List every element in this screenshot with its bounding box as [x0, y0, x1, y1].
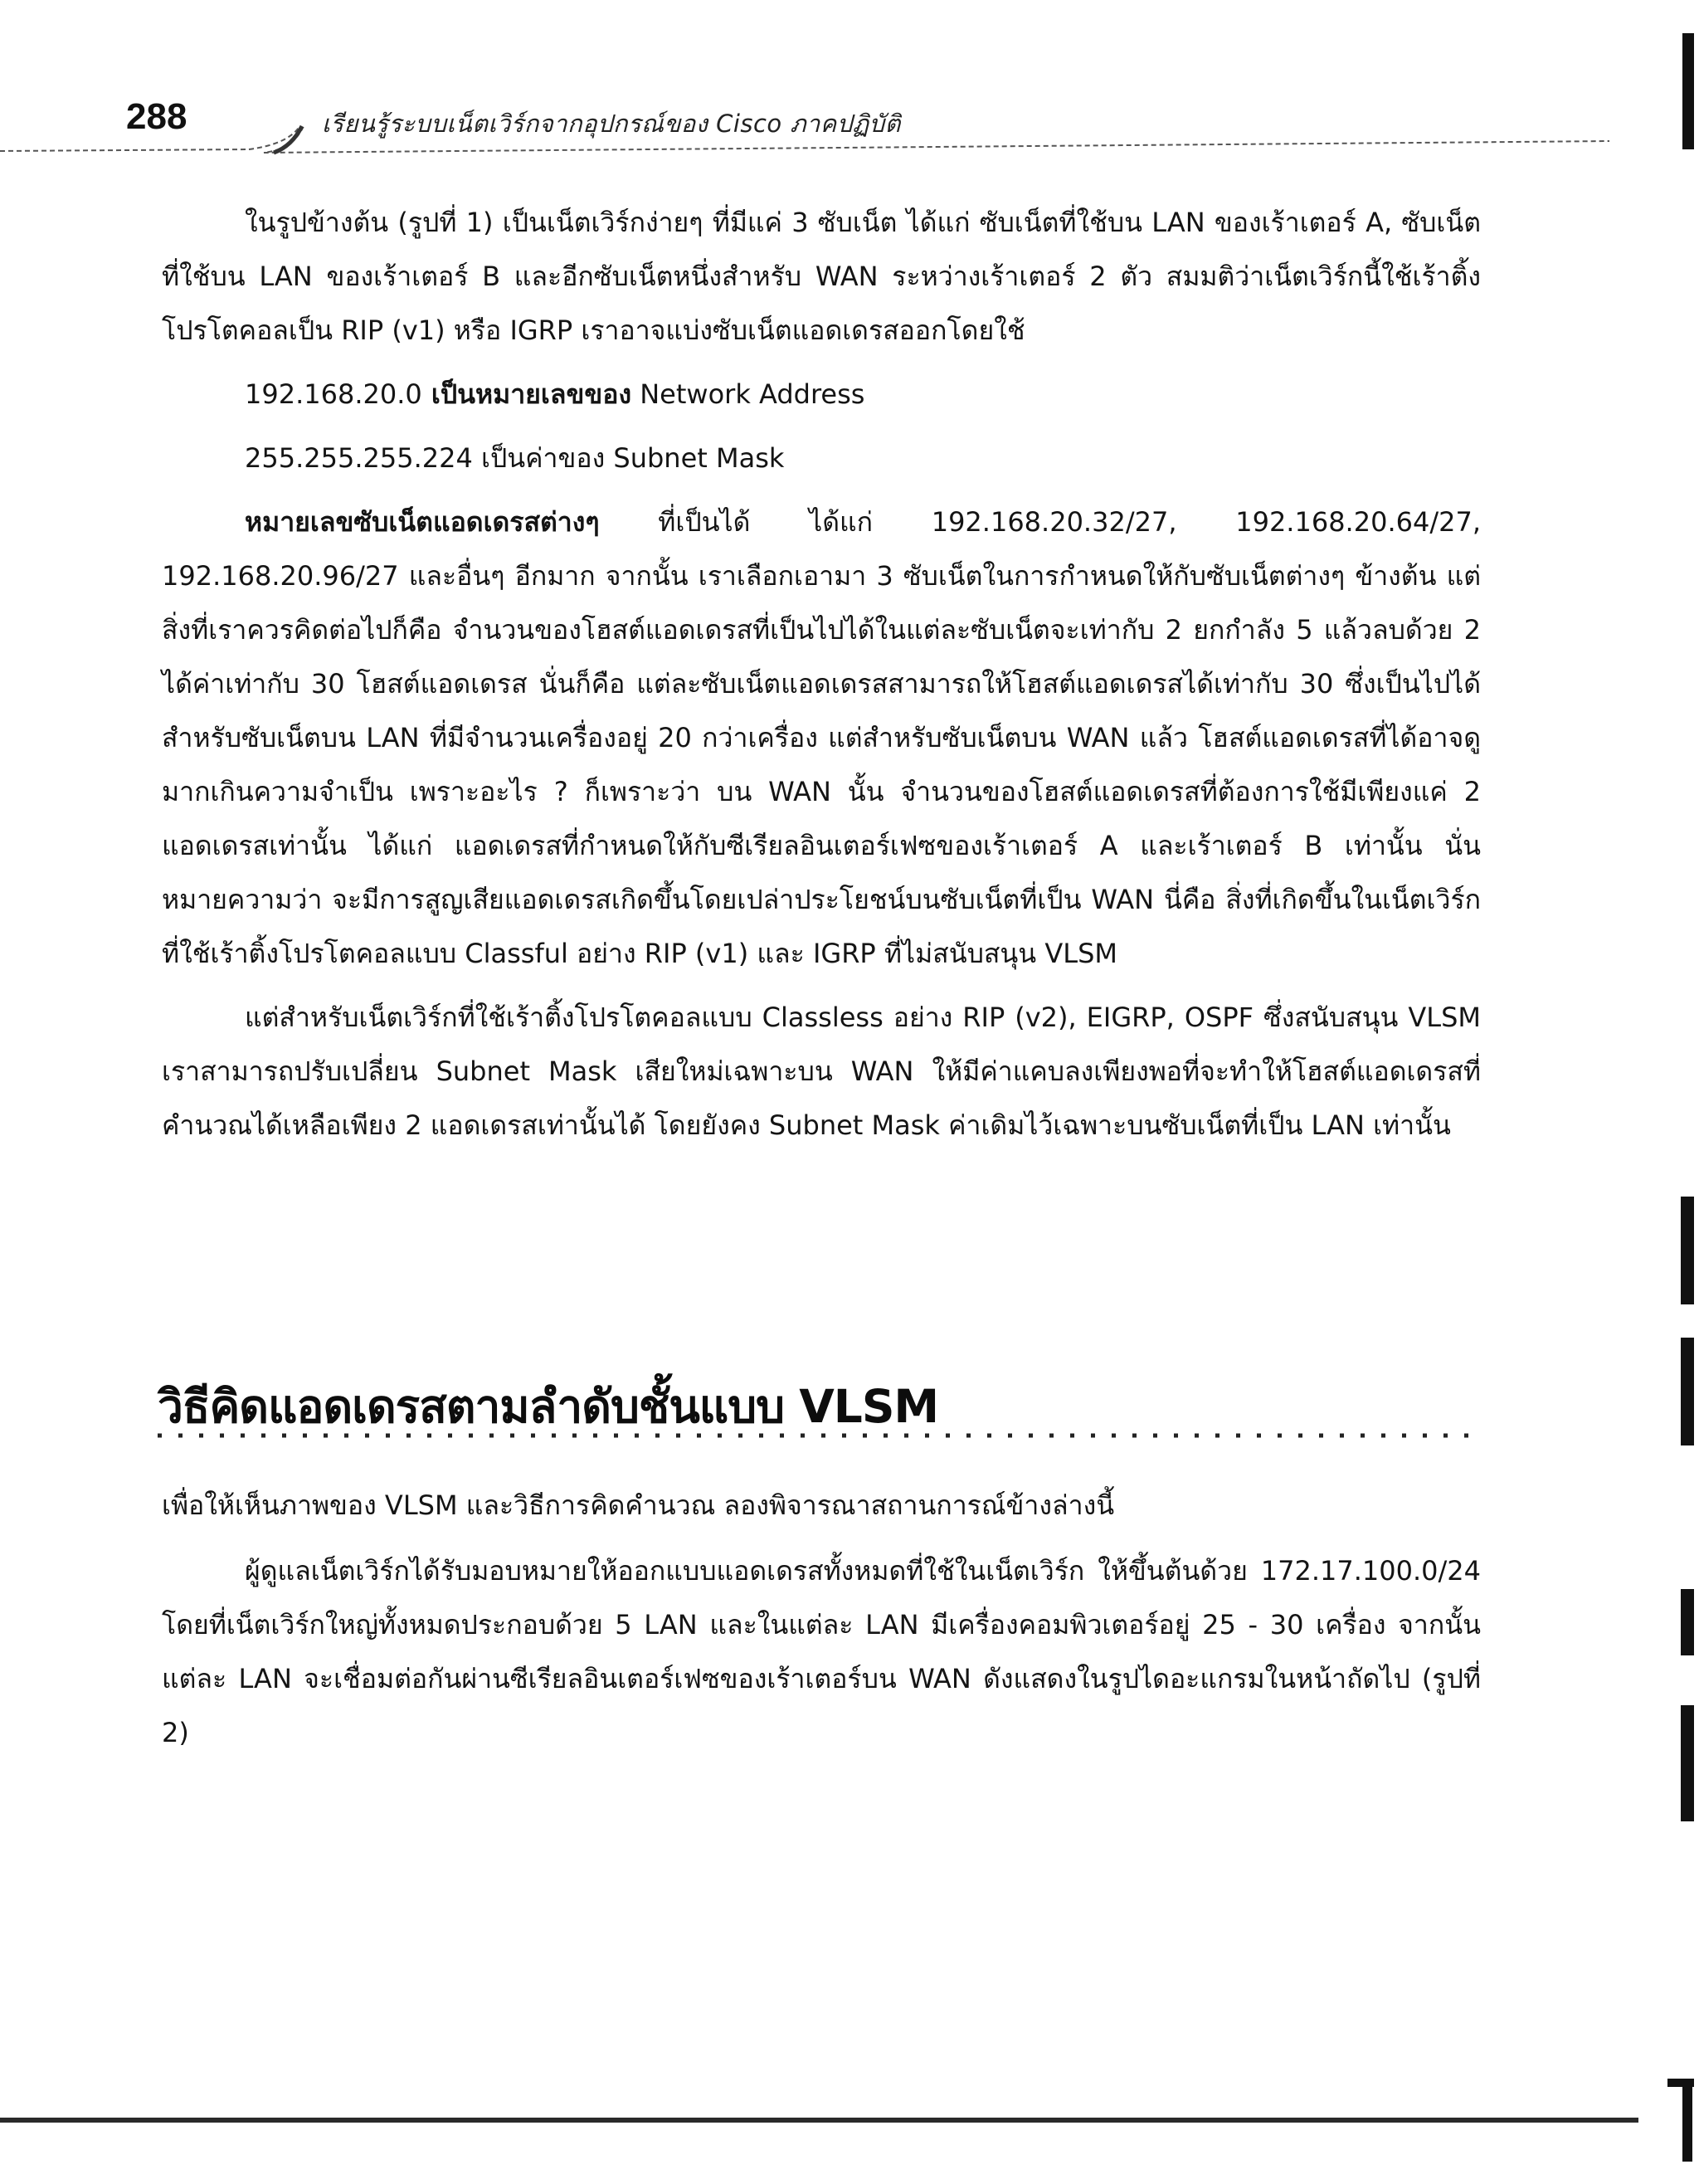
network-address-value: 192.168.20.0: [245, 378, 422, 410]
subnet-mask-line: 255.255.255.224 เป็นค่าของ Subnet Mask: [245, 442, 785, 474]
edge-mark: [1681, 1197, 1694, 1304]
paragraph-scenario: ผู้ดูแลเน็ตเวิร์กได้รับมอบหมายให้ออกแบบแอดเดรสทั้งหมดที่ใช้ในเน็ตเวิร์ก ให้ขึ้นต้นด้วย 172.17.100.0/24 โดยที่เน็ตเวิร์กใหญ่ทั้งหมดประกอบด้วย 5 LAN และในแต่ละ LAN มีเครื่องคอมพิวเตอร์อยู่ 25 - 30 เครื่อง จากนั้นแต่ละ LAN จะเชื่อมต่อกันผ่านซีเรียลอินเตอร์เฟซของเร้าเตอร์บน WAN ดังแสดงในรูปไดอะแกรมในหน้าถัดไป (รูปที่ 2): [162, 1555, 1481, 1748]
edge-mark: [1681, 1338, 1694, 1445]
paragraph-subnets: [162, 495, 1481, 981]
edge-mark: [1681, 1589, 1694, 1655]
edge-mark: [1682, 2079, 1692, 2162]
network-address-line: [162, 368, 1481, 422]
network-address-term: Network Address: [631, 378, 865, 410]
body-lower: [162, 1479, 1481, 1760]
running-title: เรียนรู้ระบบเน็ตเวิร์กจากอุปกรณ์ของ Cisco ภาคปฏิบัติ: [322, 110, 901, 138]
network-address-label: เป็นหมายเลขของ: [421, 378, 632, 410]
heading-dotted-rule: [158, 1433, 1481, 1438]
section-intro: เพื่อให้เห็นภาพของ VLSM และวิธีการคิดคำนวณ ลองพิจารณาสถานการณ์ข้างล่างนี้: [162, 1489, 1115, 1521]
paragraph-subnets-body: ที่เป็นได้ ได้แก่ 192.168.20.32/27, 192.168.20.64/27, 192.168.20.96/27 และอื่นๆ อีกมาก จากนั้น เราเลือกเอามา 3 ซับเน็ตในการกำหนดให้กับซับเน็ตต่างๆ ข้างต้น แต่สิ่งที่เราควรคิดต่อไปก็คือ จำนวนของโฮสต์แอดเดรสที่เป็นไปได้ในแต่ละซับเน็ตจะเท่ากับ 2 ยกกำลัง 5 แล้วลบด้วย 2 ได้ค่าเท่ากับ 30 โฮสต์แอดเดรส นั่นก็คือ แต่ละซับเน็ตแอดเดรสสามารถให้โฮสต์แอดเดรสได้เท่ากับ 30 ซึ่งเป็นไปได้สำหรับซับเน็ตบน LAN ที่มีจำนวนเครื่องอยู่ 20 กว่าเครื่อง แต่สำหรับซับเน็ตบน WAN แล้ว โฮสต์แอดเดรสที่ได้อาจดูมากเกินความจำเป็น เพราะอะไร ? ก็เพราะว่า บน WAN นั้น จำนวนของโฮสต์แอดเดรสที่ต้องการใช้มีเพียงแค่ 2 แอดเดรสเท่านั้น ได้แก่ แอดเดรสที่กำหนดให้กับซีเรียลอินเตอร์เฟซของเร้าเตอร์ A และเร้าเตอร์ B เท่านั้น นั่นหมายความว่า จะมีการสูญเสียแอดเดรสเกิดขึ้นโดยเปล่าประโยชน์บนซับเน็ตที่เป็น WAN นี่คือ สิ่งที่เกิดขึ้นในเน็ตเวิร์กที่ใช้เร้าติ้งโปรโตคอลแบบ Classful อย่าง RIP (v1) และ IGRP ที่ไม่สนับสนุน VLSM: [162, 506, 1481, 969]
paragraph-classless: แต่สำหรับเน็ตเวิร์กที่ใช้เร้าติ้งโปรโตคอลแบบ Classless อย่าง RIP (v2), EIGRP, OSPF ซึ่งสนับสนุน VLSM เราสามารถปรับเปลี่ยน Subnet Mask เสียใหม่เฉพาะบน WAN ให้มีค่าแคบลงเพียงพอที่จะทำให้โฮสต์แอดเดรสที่คำนวณได้เหลือเพียง 2 แอดเดรสเท่านั้นได้ โดยยังคง Subnet Mask ค่าเดิมไว้เฉพาะบนซับเน็ตที่เป็น LAN เท่านั้น: [162, 1002, 1481, 1141]
section-heading: วิธีคิดแอดเดรสตามลำดับชั้นแบบ VLSM: [158, 1380, 939, 1433]
paragraph-intro: ในรูปข้างต้น (รูปที่ 1) เป็นเน็ตเวิร์กง่ายๆ ที่มีแค่ 3 ซับเน็ต ได้แก่ ซับเน็ตที่ใช้บน LAN ของเร้าเตอร์ A, ซับเน็ตที่ใช้บน LAN ของเร้าเตอร์ B และอีกซับเน็ตหนึ่งสำหรับ WAN ระหว่างเร้าเตอร์ 2 ตัว สมมติว่าเน็ตเวิร์กนี้ใช้เร้าติ้งโปรโตคอลเป็น RIP (v1) หรือ IGRP เราอาจแบ่งซับเน็ตแอดเดรสออกโดยใช้: [162, 207, 1481, 346]
edge-mark: [1682, 33, 1694, 149]
footer-rule: [0, 2118, 1638, 2123]
paragraph-subnets-lead: หมายเลขซับเน็ตแอดเดรสต่างๆ: [245, 506, 600, 538]
body-upper: [162, 196, 1481, 1153]
page-number: 288: [126, 96, 187, 137]
edge-mark: [1681, 1705, 1694, 1821]
